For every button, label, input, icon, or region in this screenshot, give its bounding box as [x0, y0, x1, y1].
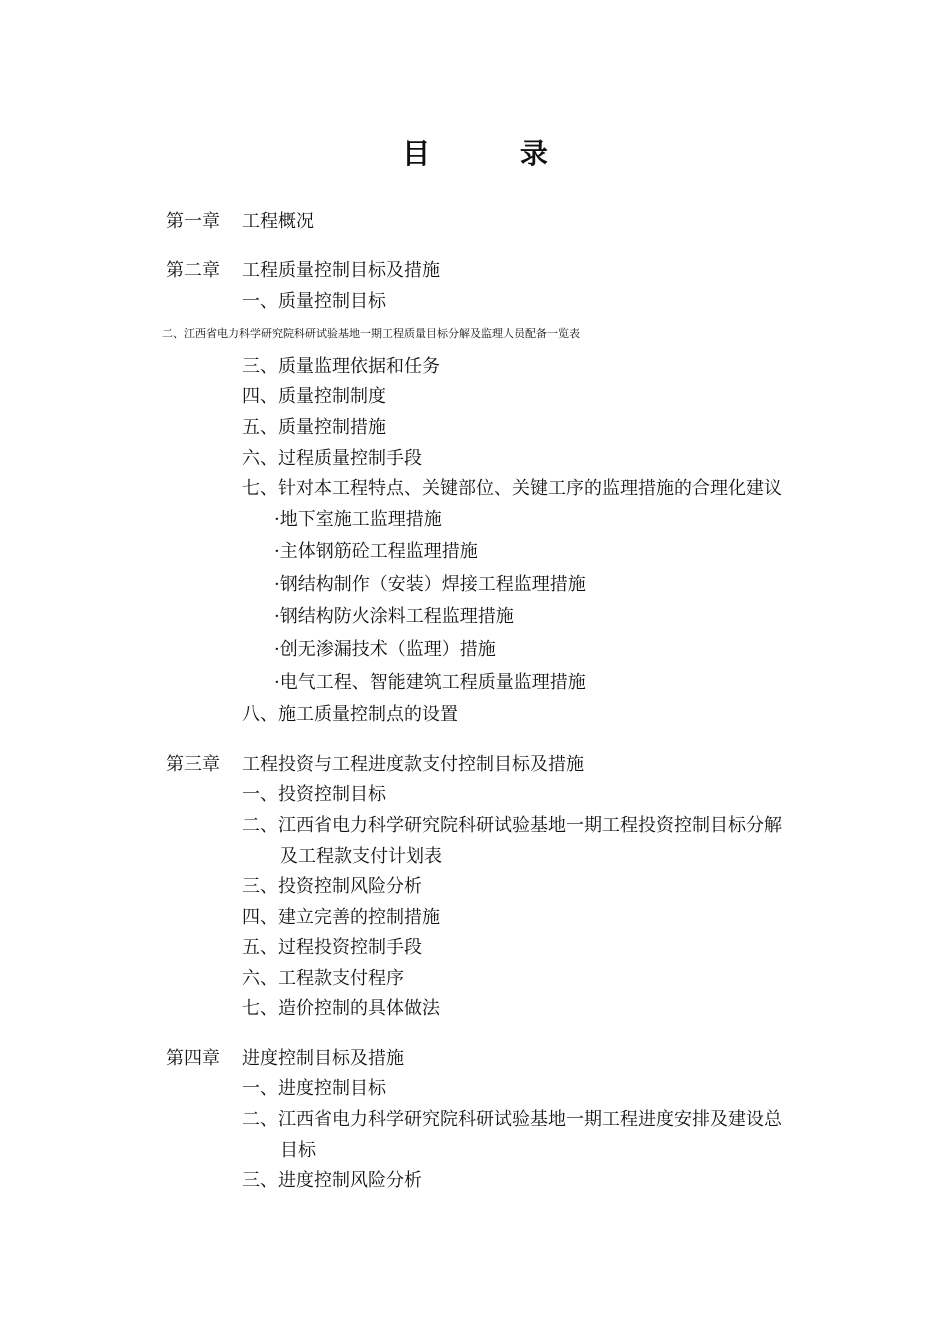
toc-item[interactable]: 七、针对本工程特点、关键部位、关键工序的监理措施的合理化建议 — [242, 478, 782, 499]
toc-item[interactable]: 七、造价控制的具体做法 — [242, 998, 440, 1019]
toc-item[interactable]: 一、质量控制目标 — [242, 291, 386, 312]
toc-subitem[interactable]: ·电气工程、智能建筑工程质量监理措施 — [274, 672, 586, 693]
toc-item[interactable]: 三、进度控制风险分析 — [242, 1170, 422, 1191]
toc-item[interactable]: 一、进度控制目标 — [242, 1078, 386, 1099]
toc-subitem[interactable]: ·地下室施工监理措施 — [274, 509, 442, 530]
toc-item[interactable]: 三、投资控制风险分析 — [242, 876, 422, 897]
toc-chapter-3[interactable] — [166, 753, 584, 777]
chapter-number: 第四章 — [166, 1048, 220, 1069]
toc-subitem[interactable]: ·主体钢筋砼工程监理措施 — [274, 541, 478, 562]
toc-chapter-1[interactable] — [166, 210, 314, 234]
toc-item[interactable]: 五、过程投资控制手段 — [242, 937, 422, 958]
toc-item[interactable]: 三、质量监理依据和任务 — [242, 356, 440, 377]
toc-item[interactable]: 五、质量控制措施 — [242, 417, 386, 438]
chapter-title: 工程概况 — [242, 211, 314, 232]
toc-item[interactable]: 一、投资控制目标 — [242, 784, 386, 805]
toc-item[interactable]: 四、质量控制制度 — [242, 386, 386, 407]
toc-item[interactable]: 四、建立完善的控制措施 — [242, 907, 440, 928]
toc-item[interactable]: 二、江西省电力科学研究院科研试验基地一期工程投资控制目标分解 — [242, 815, 782, 836]
toc-item[interactable]: 二、江西省电力科学研究院科研试验基地一期工程质量目标分解及监理人员配备一览表 — [162, 327, 580, 340]
toc-subitem[interactable]: ·钢结构制作（安装）焊接工程监理措施 — [274, 574, 586, 595]
toc-title: 目 录 — [402, 137, 588, 170]
chapter-number: 第二章 — [166, 260, 220, 281]
toc-item[interactable]: 六、过程质量控制手段 — [242, 448, 422, 469]
toc-item-continuation[interactable]: 目标 — [280, 1140, 316, 1161]
chapter-number: 第三章 — [166, 754, 220, 775]
toc-chapter-2[interactable] — [166, 259, 440, 283]
toc-item-continuation[interactable]: 及工程款支付计划表 — [280, 846, 442, 867]
toc-item[interactable]: 六、工程款支付程序 — [242, 968, 404, 989]
chapter-title: 进度控制目标及措施 — [242, 1048, 404, 1069]
chapter-number: 第一章 — [166, 211, 220, 232]
chapter-title: 工程投资与工程进度款支付控制目标及措施 — [242, 754, 584, 775]
toc-item[interactable]: 二、江西省电力科学研究院科研试验基地一期工程进度安排及建设总 — [242, 1109, 782, 1130]
toc-chapter-4[interactable] — [166, 1047, 404, 1071]
toc-subitem[interactable]: ·钢结构防火涂料工程监理措施 — [274, 606, 514, 627]
toc-subitem[interactable]: ·创无渗漏技术（监理）措施 — [274, 639, 496, 660]
chapter-title: 工程质量控制目标及措施 — [242, 260, 440, 281]
toc-item[interactable]: 八、施工质量控制点的设置 — [242, 704, 458, 725]
